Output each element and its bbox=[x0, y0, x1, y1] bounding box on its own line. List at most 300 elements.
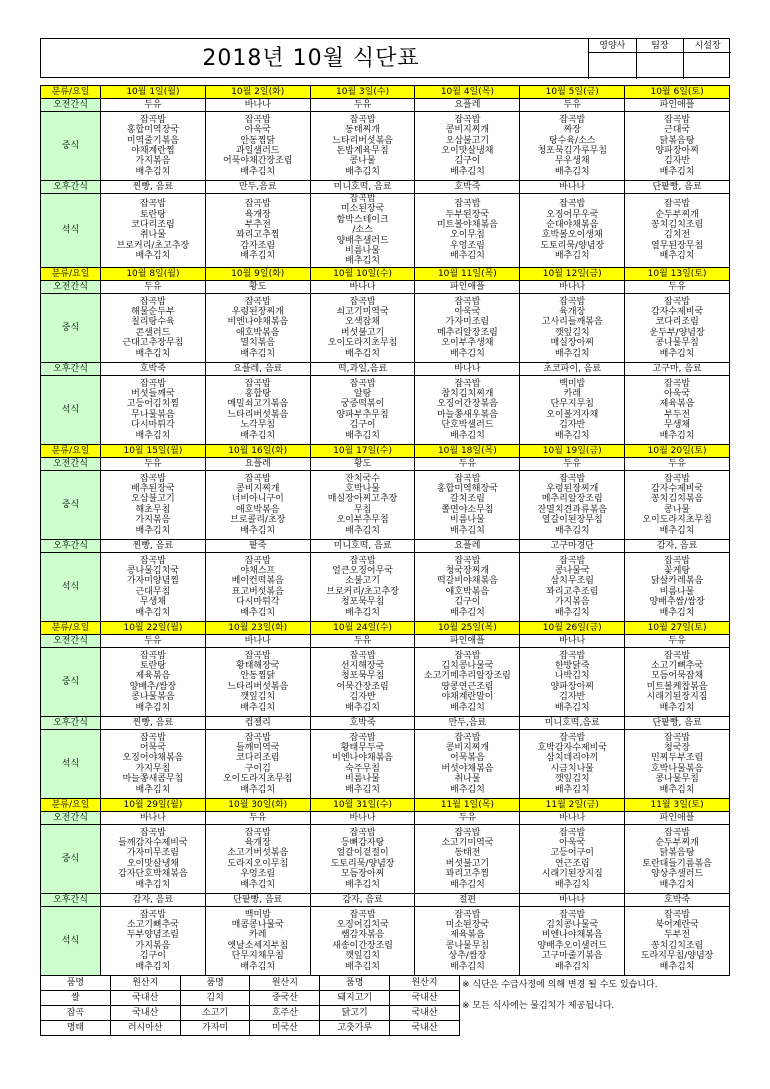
menu-item: 배추김치 bbox=[240, 348, 276, 359]
origin-header-row bbox=[41, 976, 460, 991]
menu-item: 잡곡밥 bbox=[664, 296, 691, 307]
day-header: 10월 15일(월) bbox=[101, 444, 206, 457]
menu-item: 양파부추무침 bbox=[336, 409, 389, 420]
menu-item: 삼치데리야끼 bbox=[546, 753, 599, 764]
snack-cell: 미니호떡, 음료 bbox=[310, 181, 415, 194]
menu-item: 어묵볶음 bbox=[450, 753, 485, 764]
menu-item: 황태해장국 bbox=[236, 661, 280, 672]
row-label: 중식 bbox=[41, 112, 101, 181]
menu-item: 배추김치 bbox=[554, 348, 590, 359]
menu-item: 오이도라지초무침 bbox=[222, 774, 293, 785]
menu-item: 김치콩나물국 bbox=[546, 920, 599, 931]
menu-item: 잡곡밥 bbox=[454, 114, 481, 125]
menu-item: 잡곡밥 bbox=[559, 732, 586, 743]
snack-cell: 두유 bbox=[415, 811, 520, 824]
menu-item: 잡곡밥 bbox=[559, 473, 586, 484]
menu-item: 잡곡밥 bbox=[454, 378, 481, 389]
menu-item: 쇠고기미역국 bbox=[336, 307, 389, 318]
menu-item: 꽈리고추찜 bbox=[236, 230, 280, 241]
menu-item: 잡곡밥 bbox=[454, 732, 481, 743]
approval-boxes bbox=[588, 39, 731, 79]
meal-cell bbox=[415, 112, 520, 181]
day-header: 11월 3일(토) bbox=[625, 798, 730, 811]
snack-cell: 바나나 bbox=[520, 811, 625, 824]
row-label: 오후간식 bbox=[41, 181, 101, 194]
menu-item: 양파장아찌 bbox=[655, 146, 699, 156]
menu-item: 오이볼겨자채 bbox=[546, 409, 599, 420]
menu-item: 양상추샐러드 bbox=[650, 869, 704, 880]
menu-item: 오삼불고기 bbox=[131, 494, 175, 505]
lunch-row bbox=[41, 470, 730, 539]
approval-box bbox=[636, 39, 684, 79]
week-header-row bbox=[41, 267, 730, 280]
origin-header: 원산지 bbox=[250, 976, 320, 991]
menu-item: 잡곡밥 bbox=[559, 555, 586, 566]
snack-cell: 두유 bbox=[101, 280, 206, 293]
menu-item: 코다리조림 bbox=[236, 753, 280, 764]
menu-item: 우렁된장찌개 bbox=[546, 484, 599, 495]
menu-item: 김구이 bbox=[454, 597, 481, 608]
menu-item: 토란탕 bbox=[139, 209, 166, 220]
menu-item: 잡곡밥 bbox=[349, 194, 376, 204]
menu-item: 메추리알장조림 bbox=[436, 327, 498, 338]
day-header: 10월 11일(목) bbox=[415, 267, 520, 280]
origin-row bbox=[41, 1006, 460, 1021]
menu-item: 배추김치 bbox=[554, 702, 590, 713]
menu-item: 잡곡밥 bbox=[139, 650, 166, 661]
origin-cell: 중국산 bbox=[250, 991, 320, 1006]
menu-item: 깻잎김치 bbox=[554, 327, 590, 338]
menu-item: 잡곡밥 bbox=[349, 114, 376, 125]
dinner-row bbox=[41, 729, 730, 798]
meal-cell bbox=[520, 470, 625, 539]
snack-cell: 두유 bbox=[625, 280, 730, 293]
menu-item: 미소된장국 bbox=[340, 204, 385, 215]
category-label: 분류/요일 bbox=[41, 267, 101, 280]
category-label: 분류/요일 bbox=[41, 86, 101, 99]
menu-item: 꽈리고추찜 bbox=[445, 869, 490, 880]
day-header: 10월 13일(토) bbox=[625, 267, 730, 280]
menu-item: 배추김치 bbox=[554, 879, 590, 890]
menu-item: 잡곡밥 bbox=[349, 378, 376, 389]
menu-item: 잡곡밥 bbox=[559, 114, 586, 125]
origin-cell: 러시아산 bbox=[110, 1021, 180, 1036]
menu-item: 잡곡밥 bbox=[139, 732, 166, 743]
menu-item: 비엔나야채볶음 bbox=[541, 930, 603, 941]
snack-cell: 두유 bbox=[101, 634, 206, 647]
menu-item: 나박김치 bbox=[554, 671, 590, 682]
snack-cell: 호박죽 bbox=[415, 181, 520, 194]
menu-item: 오이도라지초무침 bbox=[642, 515, 712, 526]
menu-item: 육개장 bbox=[244, 209, 271, 220]
meal-cell bbox=[101, 293, 206, 362]
row-label: 중식 bbox=[41, 470, 101, 539]
menu-item: 닭살카레볶음 bbox=[650, 576, 704, 587]
menu-item: 가지볶음 bbox=[135, 156, 171, 167]
menu-item: 꽁치김치볶음 bbox=[650, 494, 704, 505]
meal-cell bbox=[205, 375, 310, 444]
menu-item: 잡곡밥 bbox=[244, 827, 271, 838]
menu-item: 노각무침 bbox=[240, 420, 276, 431]
row-label: 오전간식 bbox=[41, 811, 101, 824]
row-label: 오후간식 bbox=[41, 716, 101, 729]
menu-item: 북어계란국 bbox=[655, 920, 699, 931]
menu-item: 잡곡밥 bbox=[349, 296, 376, 307]
snack-cell: 감자, 음료 bbox=[101, 893, 206, 906]
menu-item: 배추김치 bbox=[554, 166, 590, 177]
menu-item: 버섯들깨국 bbox=[131, 389, 175, 400]
menu-item: 고등어구이 bbox=[550, 848, 594, 859]
menu-item: 잡곡밥 bbox=[139, 114, 166, 125]
snack-cell: 두유 bbox=[520, 99, 625, 112]
menu-item: 배추김치 bbox=[659, 251, 695, 262]
meal-cell bbox=[205, 470, 310, 539]
menu-item: 시래기된장지짐 bbox=[541, 869, 603, 880]
menu-item: 근대무침 bbox=[135, 586, 171, 597]
menu-item: 잡곡밥 bbox=[664, 732, 691, 743]
row-label: 오후간식 bbox=[41, 539, 101, 552]
menu-item: 애호박볶음 bbox=[236, 327, 280, 338]
menu-item: 소불고기 bbox=[345, 576, 380, 587]
meal-cell bbox=[415, 552, 520, 621]
day-header: 10월 5일(금) bbox=[520, 86, 625, 99]
meal-cell bbox=[310, 906, 415, 975]
menu-item: 잡곡밥 bbox=[244, 199, 271, 210]
menu-item: 우렁된장찌개 bbox=[231, 307, 284, 318]
menu-item: 잡곡밥 bbox=[349, 732, 376, 743]
menu-item: 브로콜리/초장 bbox=[230, 515, 286, 526]
menu-item: 청포묵김가루무침 bbox=[537, 146, 607, 156]
menu-item: 배추김치 bbox=[240, 784, 276, 795]
menu-item: 꽃게탕 bbox=[664, 566, 691, 577]
snack-cell: 파인애플 bbox=[625, 811, 730, 824]
meal-cell bbox=[310, 824, 415, 893]
menu-item: 배추김치 bbox=[135, 879, 171, 890]
snack-cell: 만두,음료 bbox=[205, 181, 310, 194]
menu-item: 어묵간장조림 bbox=[336, 681, 389, 692]
menu-item: 새송이간장조림 bbox=[332, 940, 393, 951]
menu-item: 배추김치 bbox=[554, 525, 590, 536]
menu-item: 안동찜닭 bbox=[240, 135, 276, 146]
menu-item: 비름나물 bbox=[450, 515, 485, 526]
menu-item: 느타리버섯볶음 bbox=[227, 681, 289, 692]
menu-item: 호박볼오이생채 bbox=[541, 230, 603, 241]
menu-item: 잡곡밥 bbox=[139, 473, 166, 484]
menu-item: 잡곡밥 bbox=[349, 909, 376, 920]
menu-item: 땅콩연근조림 bbox=[441, 681, 494, 692]
menu-item: 아욱국 bbox=[454, 307, 481, 318]
menu-item: 청포묵무침 bbox=[340, 671, 385, 682]
afternoon-snack-row bbox=[41, 539, 730, 552]
menu-item: 홍합탕 bbox=[244, 389, 271, 400]
menu-item: 잡곡밥 bbox=[454, 555, 481, 566]
snack-cell: 바나나 bbox=[520, 181, 625, 194]
meal-cell bbox=[205, 194, 310, 268]
menu-item: 함박스테이크 bbox=[336, 214, 389, 225]
snack-cell: 파인애플 bbox=[625, 99, 730, 112]
day-header: 10월 26일(금) bbox=[520, 621, 625, 634]
menu-item: 청국장찌개 bbox=[445, 566, 490, 577]
meal-cell bbox=[205, 112, 310, 181]
meal-cell bbox=[101, 375, 206, 444]
menu-item: 배추김치 bbox=[659, 784, 695, 795]
meal-cell bbox=[101, 470, 206, 539]
snack-cell: 두유 bbox=[101, 99, 206, 112]
menu-item: 배추김치 bbox=[240, 702, 276, 713]
menu-item: 배추김치 bbox=[450, 784, 485, 795]
menu-item: 닭볶음탕 bbox=[659, 135, 695, 146]
snack-cell: 두유 bbox=[625, 457, 730, 470]
snack-cell: 파인애플 bbox=[415, 634, 520, 647]
menu-item: 오색잡채 bbox=[345, 317, 380, 328]
row-label: 오전간식 bbox=[41, 634, 101, 647]
origin-cell: 국내산 bbox=[390, 1021, 460, 1036]
menu-item: 배추김치 bbox=[450, 251, 485, 262]
meal-cell bbox=[310, 194, 415, 268]
menu-item: 배추김치 bbox=[450, 607, 485, 618]
menu-item: 우엉조림 bbox=[240, 869, 276, 880]
menu-item: 떡갈비야채볶음 bbox=[436, 576, 498, 587]
row-label: 중식 bbox=[41, 824, 101, 893]
menu-item: 호박감자수제비국 bbox=[537, 743, 607, 754]
menu-item: 등뼈감자탕 bbox=[340, 838, 385, 849]
meal-cell bbox=[310, 112, 415, 181]
menu-item: 배추김치 bbox=[345, 607, 380, 618]
menu-item: 버섯불고기 bbox=[445, 858, 490, 869]
menu-item: 소고기미역국 bbox=[441, 838, 494, 849]
menu-item: 배추김치 bbox=[135, 251, 171, 262]
snack-cell: 황도 bbox=[205, 280, 310, 293]
dinner-row bbox=[41, 552, 730, 621]
menu-item: 들깨미역국 bbox=[236, 743, 280, 754]
menu-item: 갈치조림 bbox=[450, 494, 485, 505]
menu-item: 오이도라지초무침 bbox=[327, 338, 398, 349]
origin-header: 품명 bbox=[180, 976, 250, 991]
snack-cell: 호박죽 bbox=[310, 716, 415, 729]
meal-cell bbox=[101, 552, 206, 621]
snack-cell: 찐빵, 음료 bbox=[101, 181, 206, 194]
menu-item: 감자단호박채볶음 bbox=[118, 869, 188, 880]
meal-cell bbox=[520, 729, 625, 798]
menu-item: 짜장 bbox=[563, 125, 581, 136]
origin-cell: 돼지고기 bbox=[320, 991, 390, 1006]
menu-item: 감자조림 bbox=[240, 240, 276, 251]
menu-item: 느타리버섯볶음 bbox=[227, 409, 289, 420]
row-label: 오전간식 bbox=[41, 457, 101, 470]
menu-item: 콘샐러드 bbox=[135, 327, 171, 338]
menu-item: 배추김치 bbox=[135, 525, 171, 536]
row-label: 중식 bbox=[41, 293, 101, 362]
snack-cell: 감자, 음료 bbox=[310, 893, 415, 906]
menu-item: 마늘쫑새콤무침 bbox=[122, 774, 184, 785]
menu-item: 야채계란찜 bbox=[131, 146, 175, 156]
menu-item: 두부전 bbox=[664, 930, 691, 941]
meal-cell bbox=[205, 824, 310, 893]
meal-cell bbox=[520, 824, 625, 893]
day-header: 10월 10일(수) bbox=[310, 267, 415, 280]
snack-cell: 두유 bbox=[101, 457, 206, 470]
menu-item: 시래기된장지짐 bbox=[646, 692, 708, 703]
snack-cell: 찐빵, 음료 bbox=[101, 716, 206, 729]
approval-label: 시설장 bbox=[684, 39, 731, 53]
menu-item: 도토리묵/양념장 bbox=[540, 240, 605, 251]
meal-cell bbox=[625, 194, 730, 268]
menu-item: 잔멸치견과류볶음 bbox=[537, 504, 607, 515]
menu-item: 잡곡밥 bbox=[664, 473, 691, 484]
menu-item: 청포묵무침 bbox=[340, 597, 385, 608]
snack-cell: 요플레 bbox=[415, 99, 520, 112]
row-label: 석식 bbox=[41, 552, 101, 621]
menu-item: 김자반 bbox=[664, 156, 691, 167]
meal-cell bbox=[101, 194, 206, 268]
menu-item: 어묵야채간장조림 bbox=[222, 156, 293, 167]
menu-item: 양배추/쌈장 bbox=[129, 681, 177, 692]
approval-label: 팀장 bbox=[637, 39, 684, 53]
menu-item: 김자반 bbox=[559, 692, 586, 703]
menu-item: 매실장아찌 bbox=[550, 338, 594, 349]
menu-table bbox=[40, 85, 730, 976]
menu-item: 홍합미역해장국 bbox=[436, 484, 498, 495]
menu-item: 배추김치 bbox=[450, 430, 485, 441]
menu-item: 해초무침 bbox=[135, 504, 171, 515]
menu-item: /소스 bbox=[352, 225, 373, 236]
menu-item: 야채계란말이 bbox=[441, 692, 494, 703]
menu-item: 브로커리/초고추장 bbox=[116, 240, 190, 251]
menu-item: 김치콩나물국 bbox=[441, 661, 494, 672]
menu-item: 잡곡밥 bbox=[559, 909, 586, 920]
menu-item: 소고기메추리알장조림 bbox=[423, 671, 511, 682]
menu-item: 탕수육/소스 bbox=[548, 135, 596, 146]
menu-item: 가자미양념찜 bbox=[126, 576, 179, 587]
snack-cell: 바나나 bbox=[205, 99, 310, 112]
menu-item: 잡곡밥 bbox=[244, 114, 271, 125]
menu-item: 들깨감자수제비국 bbox=[118, 838, 188, 849]
meal-cell bbox=[205, 552, 310, 621]
menu-item: 배추김치 bbox=[659, 702, 695, 713]
menu-item: 잡곡밥 bbox=[559, 650, 586, 661]
menu-item: 배추김치 bbox=[659, 430, 695, 441]
menu-item: 다시마튀각 bbox=[131, 420, 175, 431]
menu-item: 브로커리/초고추장 bbox=[326, 586, 399, 597]
meal-cell bbox=[101, 112, 206, 181]
menu-item: 잡곡밥 bbox=[244, 732, 271, 743]
row-label: 오전간식 bbox=[41, 99, 101, 112]
menu-item: 삼치무조림 bbox=[550, 576, 594, 587]
day-header: 10월 3일(수) bbox=[310, 86, 415, 99]
menu-item: 잡곡밥 bbox=[139, 378, 166, 389]
menu-item: 배추김치 bbox=[240, 430, 276, 441]
origin-table bbox=[40, 975, 460, 1036]
menu-item: 너비아니구이 bbox=[231, 494, 284, 505]
menu-item: 배추김치 bbox=[240, 879, 276, 890]
day-header: 10월 6일(토) bbox=[625, 86, 730, 99]
menu-item: 무침 bbox=[353, 504, 372, 515]
menu-item: 잡곡밥 bbox=[664, 650, 691, 661]
origin-row bbox=[41, 1021, 460, 1036]
menu-item: 김구이 bbox=[139, 951, 166, 962]
menu-item: 콩나물국 bbox=[554, 566, 590, 577]
menu-item: 버섯야채볶음 bbox=[441, 763, 494, 774]
day-header: 10월 19일(금) bbox=[520, 444, 625, 457]
morning-snack-row bbox=[41, 811, 730, 824]
origin-cell: 가자미 bbox=[180, 1021, 250, 1036]
menu-item: 콩나물김치국 bbox=[126, 566, 179, 577]
meal-cell bbox=[625, 112, 730, 181]
menu-item: 양배추오이샐러드 bbox=[537, 940, 607, 951]
menu-item: 카레 bbox=[249, 930, 267, 941]
menu-item: 잡곡밥 bbox=[664, 114, 691, 125]
snack-cell: 바나나 bbox=[205, 634, 310, 647]
meal-cell bbox=[310, 729, 415, 798]
menu-item: 근대국 bbox=[664, 125, 691, 136]
day-header: 10월 23일(화) bbox=[205, 621, 310, 634]
category-label: 분류/요일 bbox=[41, 798, 101, 811]
menu-item: 단호박샐러드 bbox=[441, 420, 494, 431]
origin-cell: 국내산 bbox=[390, 991, 460, 1006]
snack-cell: 초코파이, 음료 bbox=[520, 362, 625, 375]
menu-item: 양배추쌈/쌈장 bbox=[649, 597, 705, 608]
day-header: 11월 2일(금) bbox=[520, 798, 625, 811]
meal-cell bbox=[625, 375, 730, 444]
menu-item: 청국장 bbox=[664, 743, 691, 754]
meal-cell bbox=[415, 293, 520, 362]
origin-header: 원산지 bbox=[110, 976, 180, 991]
menu-item: 카레 bbox=[563, 389, 581, 400]
menu-item: 무생채 bbox=[139, 597, 166, 608]
menu-item: 콩나물볶음 bbox=[131, 692, 175, 703]
menu-item: 제육볶음 bbox=[450, 930, 485, 941]
snack-cell: 황도 bbox=[310, 457, 415, 470]
menu-item: 깻잎김치 bbox=[240, 692, 276, 703]
menu-item: 감자수제비국 bbox=[650, 307, 704, 318]
menu-item: 배추김치 bbox=[345, 702, 380, 713]
menu-item: 잡곡밥 bbox=[139, 199, 166, 210]
menu-item: 오이맛살냉채 bbox=[126, 858, 179, 869]
menu-item: 잡곡밥 bbox=[664, 827, 691, 838]
meal-cell bbox=[625, 729, 730, 798]
menu-item: 잡곡밥 bbox=[454, 296, 481, 307]
menu-item: 고구마줄기볶음 bbox=[541, 951, 603, 962]
menu-item: 콩비지찌개 bbox=[445, 125, 490, 136]
meal-cell bbox=[415, 729, 520, 798]
snack-cell: 만두,음료 bbox=[415, 716, 520, 729]
meal-cell bbox=[101, 824, 206, 893]
menu-item: 연근조림 bbox=[554, 858, 590, 869]
menu-item: 잡곡밥 bbox=[454, 650, 481, 661]
menu-item: 잡곡밥 bbox=[664, 378, 691, 389]
menu-item: 매콤콩나물국 bbox=[231, 920, 284, 931]
menu-item: 육개장 bbox=[244, 838, 271, 849]
menu-item: 콩비지찌개 bbox=[445, 743, 490, 754]
snack-cell: 팥죽 bbox=[205, 539, 310, 552]
menu-item: 순두부찌개 bbox=[655, 209, 699, 220]
menu-item: 과일샐러드 bbox=[236, 146, 280, 156]
menu-item: 김자반 bbox=[349, 692, 376, 703]
meal-cell bbox=[625, 470, 730, 539]
menu-item: 시금치나물 bbox=[550, 763, 594, 774]
menu-item: 버섯불고기 bbox=[340, 327, 385, 338]
snack-cell: 절편 bbox=[415, 893, 520, 906]
meal-cell bbox=[520, 112, 625, 181]
category-label: 분류/요일 bbox=[41, 621, 101, 634]
menu-item: 오삼불고기 bbox=[445, 135, 490, 146]
week-header-row bbox=[41, 86, 730, 99]
day-header: 10월 1일(월) bbox=[101, 86, 206, 99]
day-header: 10월 17일(수) bbox=[310, 444, 415, 457]
day-header: 10월 22일(월) bbox=[101, 621, 206, 634]
meal-cell bbox=[520, 906, 625, 975]
menu-item: 잡곡밥 bbox=[454, 473, 481, 484]
